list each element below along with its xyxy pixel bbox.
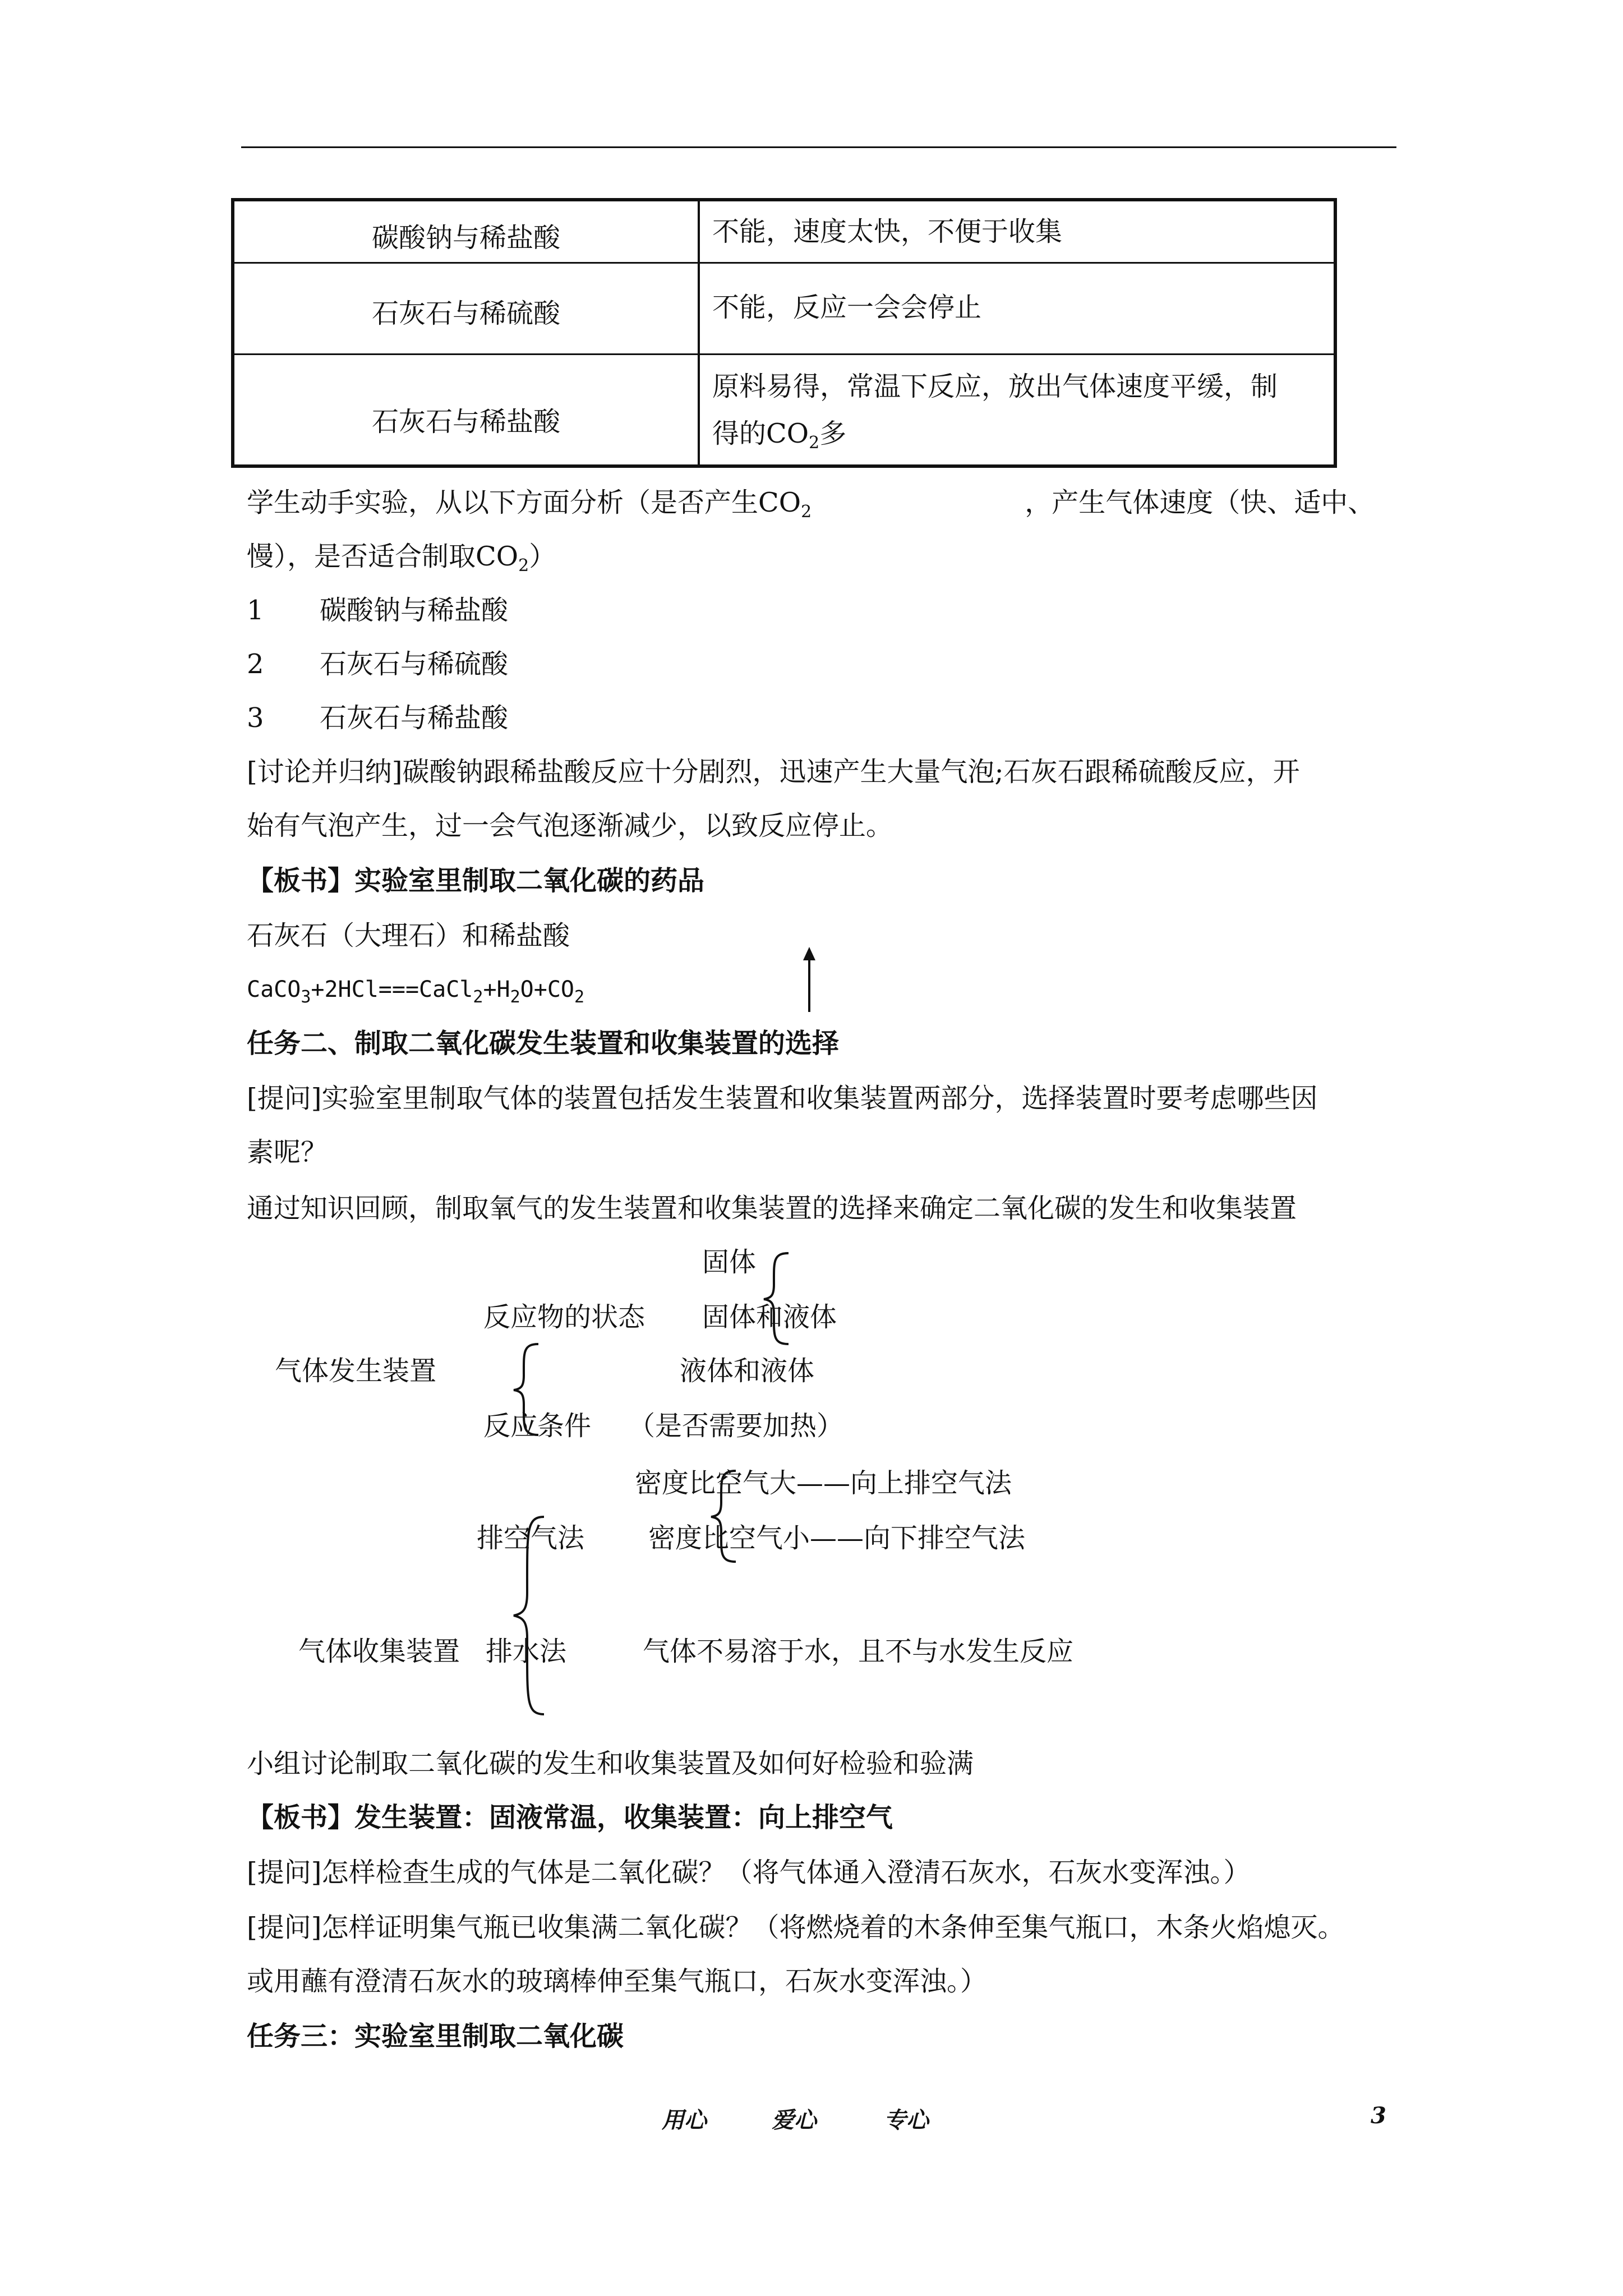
table-cell-reagents: 石灰石与稀盐酸 bbox=[371, 406, 560, 438]
task-three-heading: 任务三：实验室里制取二氧化碳 bbox=[247, 2021, 624, 2052]
table-cell-reagents: 石灰石与稀硫酸 bbox=[371, 298, 560, 329]
footer-word-love: 爱心 bbox=[772, 2107, 817, 2133]
analysis-line-1: 学生动手实验，从以下方面分析（是否产生$CO_2$ ，产生气体速度（快、适中、 bbox=[247, 487, 1375, 522]
footer-word-focus: 专心 bbox=[884, 2107, 929, 2133]
analysis-line-2: 慢），是否适合制取$CO_2$） bbox=[247, 541, 556, 576]
question-full-line-1: [提问]怎样证明集气瓶已收集满二氧化碳？（将燃烧着的木条伸至集气瓶口，木条火焰熄灭。 bbox=[247, 1912, 1345, 1943]
question-apparatus-line-1: [提问]实验室里制取气体的装置包括发生装置和收集装置两部分，选择装置时要考虑哪些因 bbox=[247, 1083, 1318, 1114]
diagram-gas-collector: 气体收集装置 bbox=[298, 1636, 460, 1667]
conclusion-line-2: 得的$CO_2$多 bbox=[712, 418, 847, 453]
table-cell-conclusion: 不能，速度太快，不便于收集 bbox=[712, 216, 1063, 247]
brace-icon bbox=[760, 1251, 794, 1346]
question-full-line-2: 或用蘸有澄清石灰水的玻璃棒伸至集气瓶口，石灰水变浑浊。） bbox=[247, 1966, 988, 1997]
list-item: 2 石灰石与稀硫酸 bbox=[247, 648, 509, 680]
brace-icon bbox=[510, 1515, 550, 1717]
diagram-water-displacement: 排水法 bbox=[486, 1636, 567, 1667]
task-two-heading: 任务二、制取二氧化碳发生装置和收集装置的选择 bbox=[247, 1028, 840, 1059]
footer-word-dedication: 用心 bbox=[662, 2107, 707, 2133]
table-row bbox=[234, 355, 1334, 464]
review-line: 通过知识回顾，制取氧气的发生装置和收集装置的选择来确定二氧化碳的发生和收集装置 bbox=[247, 1193, 1297, 1224]
reagent-comparison-table bbox=[231, 198, 1337, 468]
board-note-apparatus: 【板书】发生装置：固液常温，收集装置：向上排空气 bbox=[247, 1802, 893, 1833]
gas-arrow-icon bbox=[801, 947, 818, 1013]
diagram-heating: （是否需要加热） bbox=[628, 1410, 844, 1442]
table-row bbox=[234, 201, 1334, 264]
board-note-reagents: 【板书】实验室里制取二氧化碳的药品 bbox=[247, 865, 705, 896]
group-discussion-line: 小组讨论制取二氧化碳的发生和收集装置及如何好检验和验满 bbox=[247, 1748, 974, 1779]
question-test-line: [提问]怎样检查生成的气体是二氧化碳？（将气体通入澄清石灰水，石灰水变浑浊。） bbox=[247, 1857, 1251, 1888]
brace-icon bbox=[708, 1469, 741, 1564]
table-row bbox=[234, 264, 1334, 355]
diagram-denser: 密度比空气大——向上排空气法 bbox=[635, 1467, 1012, 1499]
question-apparatus-line-2: 素呢？ bbox=[247, 1137, 328, 1168]
reagents-line: 石灰石（大理石）和稀盐酸 bbox=[247, 920, 570, 951]
chemical-equation: $CaCO_3+2HCl===CaCl_2+H_2O+CO_2$ bbox=[247, 977, 585, 1007]
diagram-solid: 固体 bbox=[702, 1246, 757, 1278]
diagram-solid-liquid: 固体和液体 bbox=[702, 1301, 837, 1333]
list-item: 1 碳酸钠与稀盐酸 bbox=[247, 595, 509, 626]
diagram-water-condition: 气体不易溶于水，且不与水发生反应 bbox=[643, 1636, 1074, 1667]
header-rule bbox=[241, 146, 1396, 148]
diagram-gas-generator: 气体发生装置 bbox=[275, 1355, 437, 1387]
diagram-lighter: 密度比空气小——向下排空气法 bbox=[648, 1522, 1026, 1554]
page-number: 3 bbox=[1371, 2102, 1386, 2129]
table-cell-conclusion: 不能，反应一会会停止 bbox=[712, 292, 982, 323]
table-cell-conclusion bbox=[712, 363, 1324, 467]
table-cell-reagents: 碳酸钠与稀盐酸 bbox=[371, 222, 560, 254]
diagram-liquid-liquid: 液体和液体 bbox=[680, 1355, 815, 1387]
discussion-line-1: [讨论并归纳]碳酸钠跟稀盐酸反应十分剧烈，迅速产生大量气泡;石灰石跟稀硫酸反应，开 bbox=[247, 756, 1300, 788]
list-item: 3 石灰石与稀盐酸 bbox=[247, 702, 509, 734]
discussion-line-2: 始有气泡产生，过一会气泡逐渐减少，以致反应停止。 bbox=[247, 810, 893, 841]
diagram-reactant-state: 反应物的状态 bbox=[483, 1301, 645, 1333]
conclusion-line-1: 原料易得，常温下反应，放出气体速度平缓，制 bbox=[712, 371, 1278, 402]
brace-icon bbox=[510, 1342, 544, 1437]
diagram-reaction-condition: 反应条件 bbox=[483, 1410, 592, 1442]
diagram-air-displacement: 排空气法 bbox=[477, 1522, 585, 1554]
